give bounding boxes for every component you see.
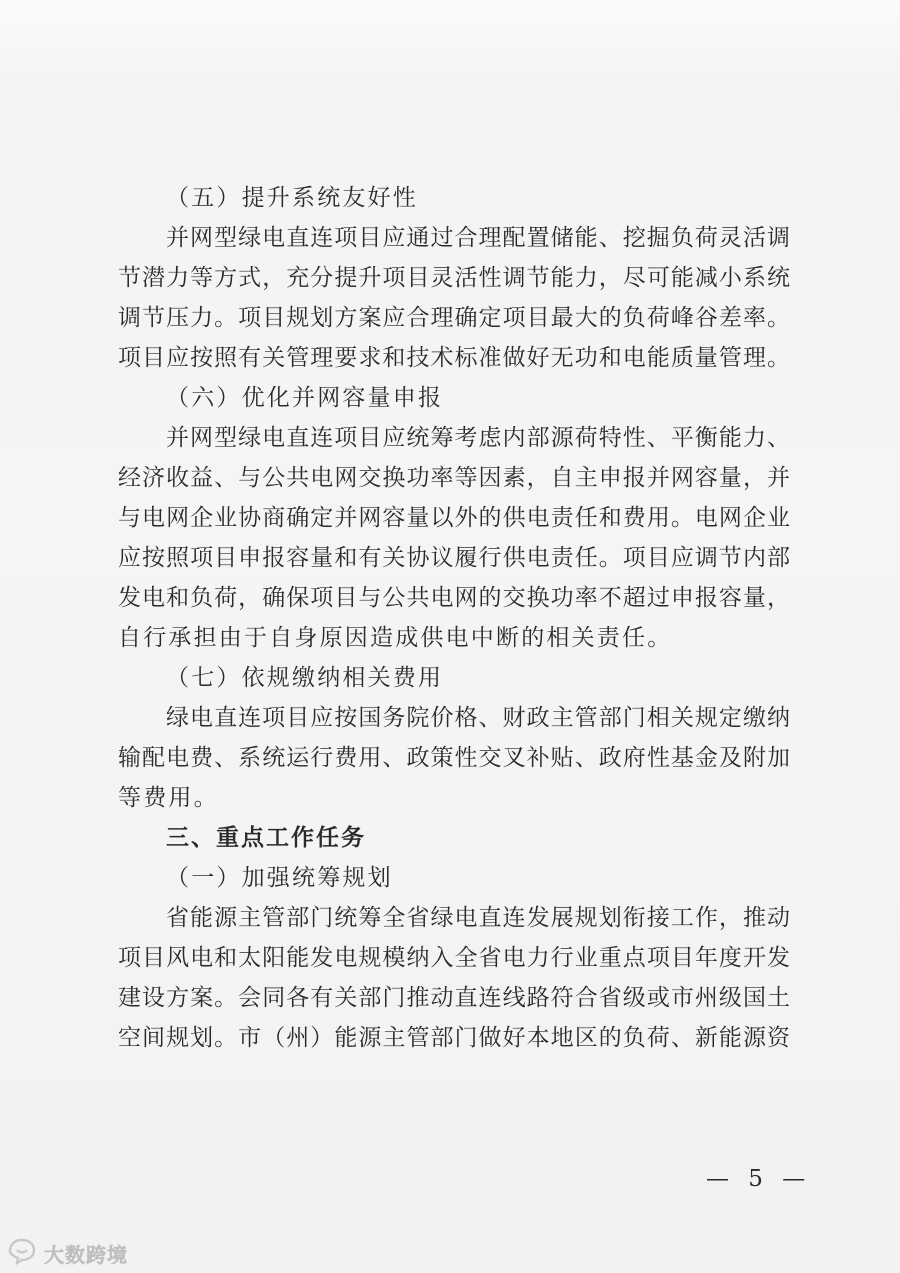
subheading-1: （一）加强统筹规划 bbox=[166, 865, 393, 891]
chat-bubble-icon bbox=[6, 1237, 44, 1270]
watermark bbox=[6, 1238, 128, 1268]
subheading-5: （五）提升系统友好性 bbox=[166, 185, 418, 211]
paragraph-line: 节潜力等方式，充分提升项目灵活性调节能力，尽可能减小系统 bbox=[118, 265, 790, 291]
paragraph-line: 等费用。 bbox=[118, 785, 219, 811]
paragraph-line: 空间规划。市（州）能源主管部门做好本地区的负荷、新能源资 bbox=[118, 1025, 790, 1051]
subheading-6: （六）优化并网容量申报 bbox=[166, 385, 444, 411]
paragraph-line: 与电网企业协商确定并网容量以外的供电责任和费用。电网企业 bbox=[118, 505, 790, 531]
paragraph-line: 发电和负荷，确保项目与公共电网的交换功率不超过申报容量， bbox=[118, 585, 790, 611]
paragraph-line: 经济收益、与公共电网交换功率等因素，自主申报并网容量，并 bbox=[118, 465, 790, 491]
paragraph-line: 并网型绿电直连项目应统筹考虑内部源荷特性、平衡能力、 bbox=[166, 425, 790, 451]
paragraph-line: 应按照项目申报容量和有关协议履行供电责任。项目应调节内部 bbox=[118, 545, 790, 571]
watermark-text: 大数跨境 bbox=[44, 1242, 128, 1267]
section-heading: 三、重点工作任务 bbox=[166, 825, 366, 851]
document-body bbox=[118, 178, 790, 1058]
paragraph-line: 建设方案。会同各有关部门推动直连线路符合省级或市州级国土 bbox=[118, 985, 790, 1011]
paragraph-line: 调节压力。项目规划方案应合理确定项目最大的负荷峰谷差率。 bbox=[118, 305, 790, 331]
paragraph-line: 省能源主管部门统筹全省绿电直连发展规划衔接工作，推动 bbox=[166, 905, 790, 931]
paragraph-line: 并网型绿电直连项目应通过合理配置储能、挖掘负荷灵活调 bbox=[166, 225, 790, 251]
subheading-7: （七）依规缴纳相关费用 bbox=[166, 665, 444, 691]
page-top-edge bbox=[0, 0, 900, 90]
paragraph-line: 绿电直连项目应按国务院价格、财政主管部门相关规定缴纳 bbox=[166, 705, 790, 731]
page-number: — 5 — bbox=[706, 1166, 812, 1192]
paragraph-line: 项目风电和太阳能发电规模纳入全省电力行业重点项目年度开发 bbox=[118, 945, 790, 971]
paragraph-line: 输配电费、系统运行费用、政策性交叉补贴、政府性基金及附加 bbox=[118, 745, 790, 771]
paragraph-line: 自行承担由于自身原因造成供电中断的相关责任。 bbox=[118, 625, 673, 651]
paragraph-line: 项目应按照有关管理要求和技术标准做好无功和电能质量管理。 bbox=[118, 345, 790, 371]
